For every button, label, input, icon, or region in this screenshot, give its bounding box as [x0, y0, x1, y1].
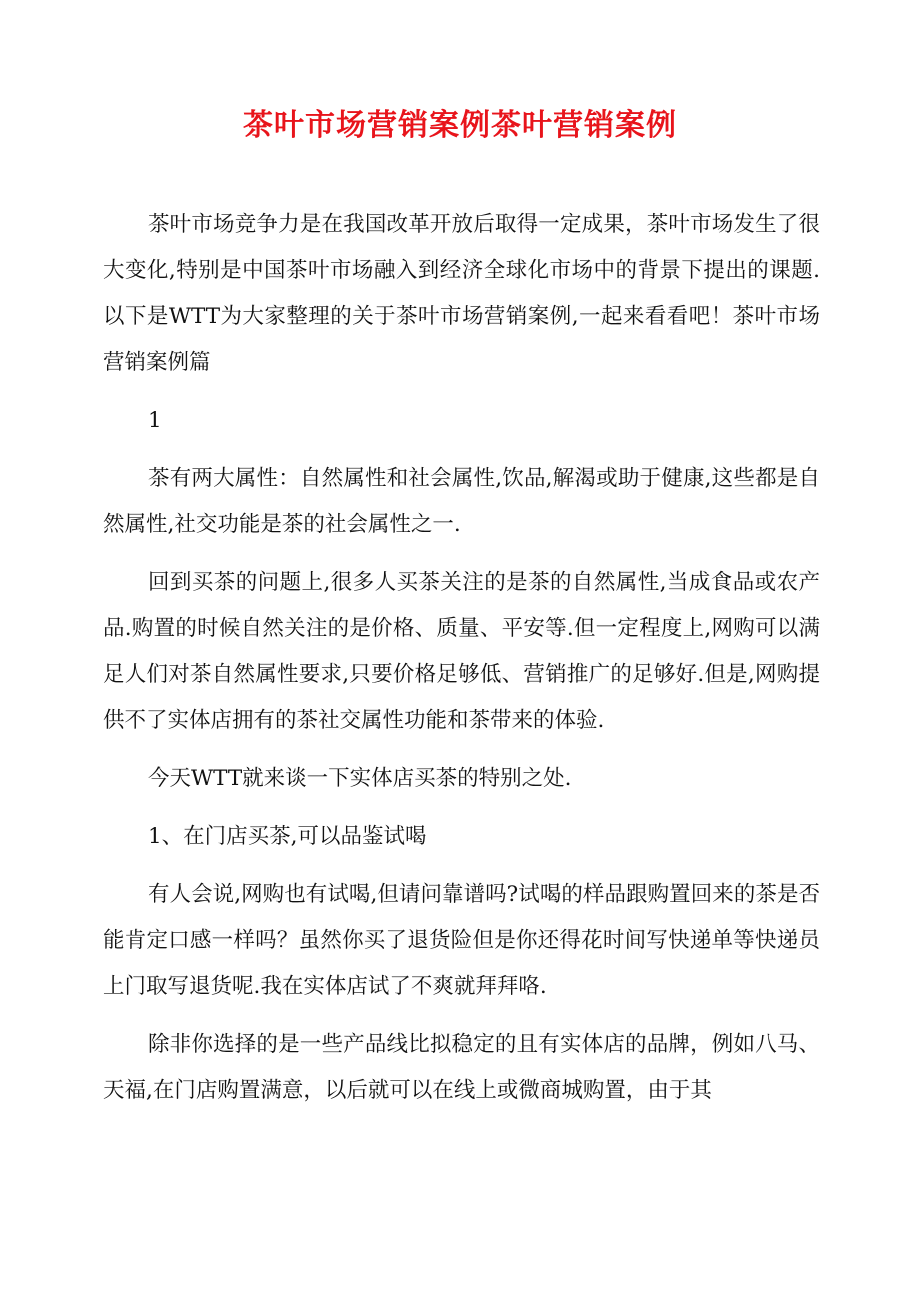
section-number: 1: [148, 408, 162, 433]
buying-tea-paragraph: 回到买茶的问题上,很多人买茶关注的是茶的自然属性,当成食品或农产品.购置的时候自然关注的是价格、质量、平安等.但一定程度上,网购可以满足人们对茶自然属性要求,只要价格足够低、营销推广的足够好.但是,网购提供不了实体店拥有的茶社交属性功能和茶带来的体验.: [103, 570, 820, 733]
store-intro-paragraph: 今天WTT就来谈一下实体店买茶的特别之处.: [148, 766, 572, 791]
document-body: [103, 202, 820, 1126]
point-heading-1: 1、在门店买茶,可以品鉴试喝: [148, 824, 427, 849]
brand-paragraph: 除非你选择的是一些产品线比拟稳定的且有实体店的品牌，例如八马、天福,在门店购置满意，以后就可以在线上或微商城购置，由于其: [103, 1032, 820, 1103]
tasting-paragraph: 有人会说,网购也有试喝,但请问靠谱吗?试喝的样品跟购置回来的茶是否能肯定口感一样吗？虽然你买了退货险但是你还得花时间写快递单等快递员上门取写退货呢.我在实体店试了不爽就拜拜咯.: [103, 882, 820, 999]
intro-paragraph: 茶叶市场竞争力是在我国改革开放后取得一定成果，茶叶市场发生了很大变化,特别是中国茶叶市场融入到经济全球化市场中的背景下提出的课题.以下是WTT为大家整理的关于茶叶市场营销案例,一起来看看吧！茶叶市场营销案例篇: [103, 212, 820, 375]
document-title: 茶叶市场营销案例茶叶营销案例: [243, 108, 677, 144]
attributes-paragraph: 茶有两大属性：自然属性和社会属性,饮品,解渴或助于健康,这些都是自然属性,社交功能是茶的社会属性之一.: [103, 466, 820, 537]
